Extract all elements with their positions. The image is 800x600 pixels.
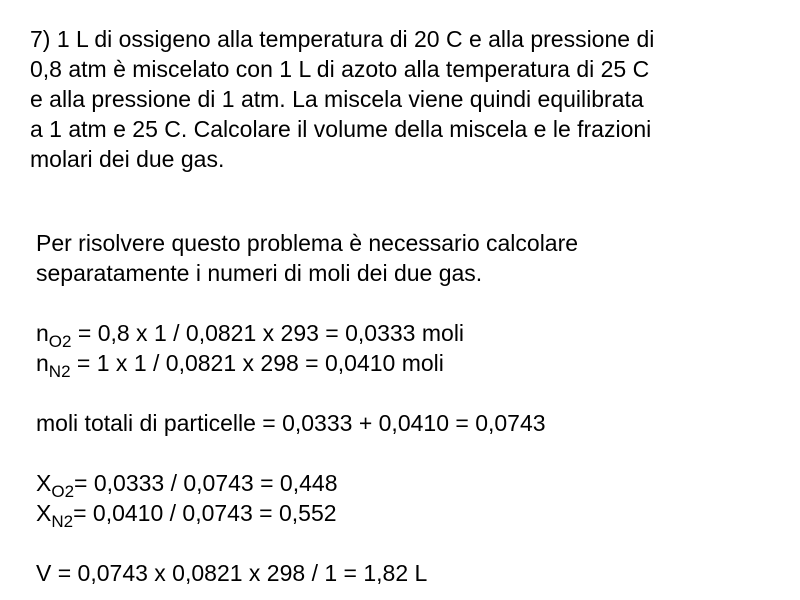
spacer [36, 438, 776, 468]
spacer [36, 378, 776, 408]
solution-intro-line: separatamente i numeri di moli dei due gas. [36, 260, 483, 286]
moles-o2-equation [36, 318, 776, 351]
fraction-n2-calculation: = 0,0410 / 0,0743 = 0,552 [73, 500, 337, 526]
o2-subscript: O2 [48, 332, 72, 351]
problem-line: 7) 1 L di ossigeno alla temperatura di 20 C e alla pressione di [30, 26, 655, 52]
volume-equation: V = 0,0743 x 0,0821 x 298 / 1 = 1,82 L [36, 560, 428, 586]
problem-line: molari dei due gas. [30, 146, 225, 172]
o2-subscript: O2 [51, 482, 75, 501]
moles-o2-calculation: = 0,8 x 1 / 0,0821 x 293 = 0,0333 moli [71, 320, 465, 346]
fraction-o2-calculation: = 0,0333 / 0,0743 = 0,448 [74, 470, 338, 496]
fraction-o2-equation [36, 468, 776, 501]
problem-statement [30, 24, 790, 174]
spacer [36, 288, 776, 318]
problem-line: a 1 atm e 25 C. Calcolare il volume della miscela e le frazioni [30, 116, 652, 142]
solution-intro-line: Per risolvere questo problema è necessario calcolare [36, 230, 579, 256]
moles-symbol: n [36, 320, 49, 346]
moles-n2-calculation: = 1 x 1 / 0,0821 x 298 = 0,0410 moli [70, 350, 444, 376]
total-moles-equation: moli totali di particelle = 0,0333 + 0,0410 = 0,0743 [36, 410, 546, 436]
moles-symbol: n [36, 350, 49, 376]
moles-n2-equation [36, 348, 776, 381]
fraction-symbol: X [36, 470, 52, 496]
problem-line: 0,8 atm è miscelato con 1 L di azoto alla temperatura di 25 C [30, 56, 650, 82]
fraction-n2-equation [36, 498, 776, 531]
n2-subscript: N2 [48, 362, 71, 381]
problem-line: e alla pressione di 1 atm. La miscela viene quindi equilibrata [30, 86, 644, 112]
n2-subscript: N2 [51, 512, 74, 531]
fraction-symbol: X [36, 500, 52, 526]
solution-block [36, 228, 776, 588]
spacer [36, 528, 776, 558]
